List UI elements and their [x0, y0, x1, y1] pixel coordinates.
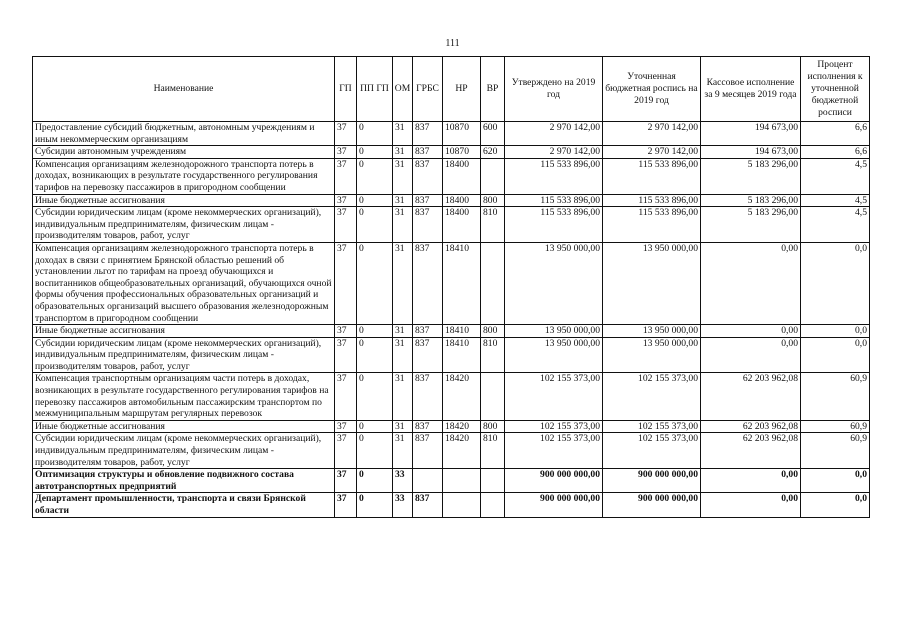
table-row	[33, 325, 870, 338]
table-row	[33, 420, 870, 433]
cell-grbs: 837	[413, 493, 443, 517]
cell-percent: 4,5	[801, 158, 870, 194]
cell-om: 31	[393, 433, 413, 469]
cell-vr	[481, 373, 505, 420]
header-grbs: ГРБС	[413, 57, 443, 122]
table-row	[33, 194, 870, 207]
cell-grbs: 837	[413, 207, 443, 243]
cell-approved: 13 950 000,00	[505, 325, 603, 338]
cell-om: 33	[393, 469, 413, 493]
cell-ppgp: 0	[357, 325, 393, 338]
cell-refined: 13 950 000,00	[603, 242, 701, 324]
cell-approved: 115 533 896,00	[505, 207, 603, 243]
cell-name: Субсидии юридическим лицам (кроме некоммерческих организаций), индивидуальным предпринимателям, физическим лицам - производителям товаров, работ, услуг	[33, 433, 335, 469]
cell-percent: 0,0	[801, 493, 870, 517]
cell-name: Иные бюджетные ассигнования	[33, 194, 335, 207]
cell-grbs: 837	[413, 242, 443, 324]
cell-grbs: 837	[413, 194, 443, 207]
cell-gp: 37	[335, 493, 357, 517]
cell-gp: 37	[335, 242, 357, 324]
cell-percent: 60,9	[801, 373, 870, 420]
cell-name: Иные бюджетные ассигнования	[33, 325, 335, 338]
cell-approved: 102 155 373,00	[505, 420, 603, 433]
cell-approved: 2 970 142,00	[505, 146, 603, 159]
cell-gp: 37	[335, 146, 357, 159]
cell-np: 18420	[443, 373, 481, 420]
cell-percent: 4,5	[801, 207, 870, 243]
header-percent: Процент исполнения к уточненной бюджетной росписи	[801, 57, 870, 122]
table-row	[33, 469, 870, 493]
cell-vr: 810	[481, 207, 505, 243]
cell-refined: 102 155 373,00	[603, 373, 701, 420]
header-refined: Уточненная бюджетная роспись на 2019 год	[603, 57, 701, 122]
cell-np: 18410	[443, 337, 481, 373]
cell-refined: 900 000 000,00	[603, 469, 701, 493]
cell-gp: 37	[335, 373, 357, 420]
cell-refined: 102 155 373,00	[603, 433, 701, 469]
cell-ppgp: 0	[357, 493, 393, 517]
cell-vr: 600	[481, 122, 505, 146]
cell-cash: 62 203 962,08	[701, 373, 801, 420]
cell-percent: 6,6	[801, 146, 870, 159]
cell-vr	[481, 493, 505, 517]
cell-grbs	[413, 469, 443, 493]
cell-name: Оптимизация структуры и обновление подвижного состава автотранспортных предприятий	[33, 469, 335, 493]
cell-om: 31	[393, 146, 413, 159]
cell-np	[443, 469, 481, 493]
cell-gp: 37	[335, 337, 357, 373]
cell-vr: 620	[481, 146, 505, 159]
header-vr: ВР	[481, 57, 505, 122]
cell-np: 10870	[443, 146, 481, 159]
cell-grbs: 837	[413, 373, 443, 420]
cell-grbs: 837	[413, 433, 443, 469]
cell-name: Предоставление субсидий бюджетным, автономным учреждениям и иным некоммерческим организациям	[33, 122, 335, 146]
cell-name: Компенсация организациям железнодорожного транспорта потерь в доходах в связи с принятием Брянской областью решений об установлении льгот по тарифам на проезд обучающихся и воспитанников общеобразовательных организаций, обучающихся очной формы обучения профессиональных образовательных организаций и образовательных организаций высшего образования железнодорожным транспортом в пригородном сообщении	[33, 242, 335, 324]
cell-name: Иные бюджетные ассигнования	[33, 420, 335, 433]
cell-ppgp: 0	[357, 469, 393, 493]
table-row	[33, 207, 870, 243]
cell-om: 31	[393, 373, 413, 420]
cell-om: 31	[393, 122, 413, 146]
table-body	[33, 122, 870, 518]
cell-refined: 13 950 000,00	[603, 337, 701, 373]
cell-om: 31	[393, 420, 413, 433]
cell-vr: 810	[481, 337, 505, 373]
cell-ppgp: 0	[357, 337, 393, 373]
cell-np: 18400	[443, 207, 481, 243]
cell-np: 18410	[443, 242, 481, 324]
cell-percent: 4,5	[801, 194, 870, 207]
cell-np: 18400	[443, 194, 481, 207]
cell-gp: 37	[335, 469, 357, 493]
cell-cash: 0,00	[701, 325, 801, 338]
cell-grbs: 837	[413, 325, 443, 338]
cell-refined: 13 950 000,00	[603, 325, 701, 338]
cell-name: Субсидии юридическим лицам (кроме некоммерческих организаций), индивидуальным предпринимателям, физическим лицам - производителям товаров, работ, услуг	[33, 207, 335, 243]
cell-vr	[481, 469, 505, 493]
cell-ppgp: 0	[357, 420, 393, 433]
header-om: ОМ	[393, 57, 413, 122]
cell-approved: 115 533 896,00	[505, 158, 603, 194]
cell-refined: 115 533 896,00	[603, 194, 701, 207]
cell-name: Субсидии юридическим лицам (кроме некоммерческих организаций), индивидуальным предпринимателям, физическим лицам - производителям товаров, работ, услуг	[33, 337, 335, 373]
cell-np: 10870	[443, 122, 481, 146]
cell-np: 18420	[443, 420, 481, 433]
cell-np: 18420	[443, 433, 481, 469]
cell-vr	[481, 242, 505, 324]
header-cash: Кассовое исполнение за 9 месяцев 2019 года	[701, 57, 801, 122]
cell-ppgp: 0	[357, 433, 393, 469]
cell-vr: 810	[481, 433, 505, 469]
cell-ppgp: 0	[357, 122, 393, 146]
cell-om: 31	[393, 337, 413, 373]
cell-approved: 900 000 000,00	[505, 469, 603, 493]
cell-percent: 60,9	[801, 433, 870, 469]
cell-refined: 115 533 896,00	[603, 207, 701, 243]
cell-cash: 0,00	[701, 493, 801, 517]
cell-approved: 2 970 142,00	[505, 122, 603, 146]
cell-ppgp: 0	[357, 158, 393, 194]
cell-name: Компенсация организациям железнодорожного транспорта потерь в доходах, возникающих в результате государственного регулирования тарифов на перевозку пассажиров в пригородном сообщении	[33, 158, 335, 194]
cell-percent: 6,6	[801, 122, 870, 146]
cell-approved: 102 155 373,00	[505, 373, 603, 420]
page-number: 111	[445, 38, 460, 49]
cell-om: 33	[393, 493, 413, 517]
cell-cash: 194 673,00	[701, 122, 801, 146]
cell-om: 31	[393, 158, 413, 194]
cell-ppgp: 0	[357, 242, 393, 324]
cell-refined: 2 970 142,00	[603, 122, 701, 146]
cell-om: 31	[393, 194, 413, 207]
cell-cash: 5 183 296,00	[701, 207, 801, 243]
cell-approved: 115 533 896,00	[505, 194, 603, 207]
cell-om: 31	[393, 207, 413, 243]
table-row	[33, 373, 870, 420]
cell-cash: 5 183 296,00	[701, 158, 801, 194]
cell-ppgp: 0	[357, 146, 393, 159]
cell-gp: 37	[335, 420, 357, 433]
cell-name: Департамент промышленности, транспорта и связи Брянской области	[33, 493, 335, 517]
cell-approved: 102 155 373,00	[505, 433, 603, 469]
cell-om: 31	[393, 325, 413, 338]
cell-refined: 115 533 896,00	[603, 158, 701, 194]
header-np: НР	[443, 57, 481, 122]
cell-gp: 37	[335, 433, 357, 469]
cell-cash: 62 203 962,08	[701, 420, 801, 433]
cell-gp: 37	[335, 158, 357, 194]
header-gp: ГП	[335, 57, 357, 122]
table-row	[33, 146, 870, 159]
cell-gp: 37	[335, 122, 357, 146]
cell-percent: 60,9	[801, 420, 870, 433]
cell-vr: 800	[481, 325, 505, 338]
cell-approved: 900 000 000,00	[505, 493, 603, 517]
cell-grbs: 837	[413, 337, 443, 373]
header-ppgp: ПП ГП	[357, 57, 393, 122]
cell-cash: 0,00	[701, 337, 801, 373]
cell-approved: 13 950 000,00	[505, 337, 603, 373]
cell-cash: 194 673,00	[701, 146, 801, 159]
table-header-row	[33, 57, 870, 122]
cell-ppgp: 0	[357, 207, 393, 243]
cell-vr: 800	[481, 194, 505, 207]
cell-grbs: 837	[413, 158, 443, 194]
cell-cash: 0,00	[701, 242, 801, 324]
cell-ppgp: 0	[357, 194, 393, 207]
cell-cash: 5 183 296,00	[701, 194, 801, 207]
table-row	[33, 158, 870, 194]
cell-np: 18410	[443, 325, 481, 338]
cell-grbs: 837	[413, 146, 443, 159]
header-name: Наименование	[33, 57, 335, 122]
table-row	[33, 337, 870, 373]
table-row	[33, 122, 870, 146]
cell-name: Компенсация транспортным организациям части потерь в доходах, возникающих в результате государственного регулирования тарифов на перевозку пассажиров автомобильным пассажирским транспортом по межмуниципальным маршрутам регулярных перевозок	[33, 373, 335, 420]
cell-ppgp: 0	[357, 373, 393, 420]
cell-gp: 37	[335, 325, 357, 338]
table-row	[33, 493, 870, 517]
cell-refined: 900 000 000,00	[603, 493, 701, 517]
cell-vr	[481, 158, 505, 194]
cell-percent: 0,0	[801, 325, 870, 338]
cell-grbs: 837	[413, 122, 443, 146]
cell-gp: 37	[335, 207, 357, 243]
table-row	[33, 242, 870, 324]
cell-approved: 13 950 000,00	[505, 242, 603, 324]
table-row	[33, 433, 870, 469]
header-approved: Утверждено на 2019 год	[505, 57, 603, 122]
cell-name: Субсидии автономным учреждениям	[33, 146, 335, 159]
cell-cash: 0,00	[701, 469, 801, 493]
cell-grbs: 837	[413, 420, 443, 433]
cell-percent: 0,0	[801, 242, 870, 324]
cell-vr: 800	[481, 420, 505, 433]
cell-np: 18400	[443, 158, 481, 194]
cell-cash: 62 203 962,08	[701, 433, 801, 469]
cell-refined: 102 155 373,00	[603, 420, 701, 433]
cell-gp: 37	[335, 194, 357, 207]
cell-refined: 2 970 142,00	[603, 146, 701, 159]
cell-percent: 0,0	[801, 469, 870, 493]
cell-om: 31	[393, 242, 413, 324]
cell-percent: 0,0	[801, 337, 870, 373]
budget-execution-table	[32, 56, 870, 518]
cell-np	[443, 493, 481, 517]
